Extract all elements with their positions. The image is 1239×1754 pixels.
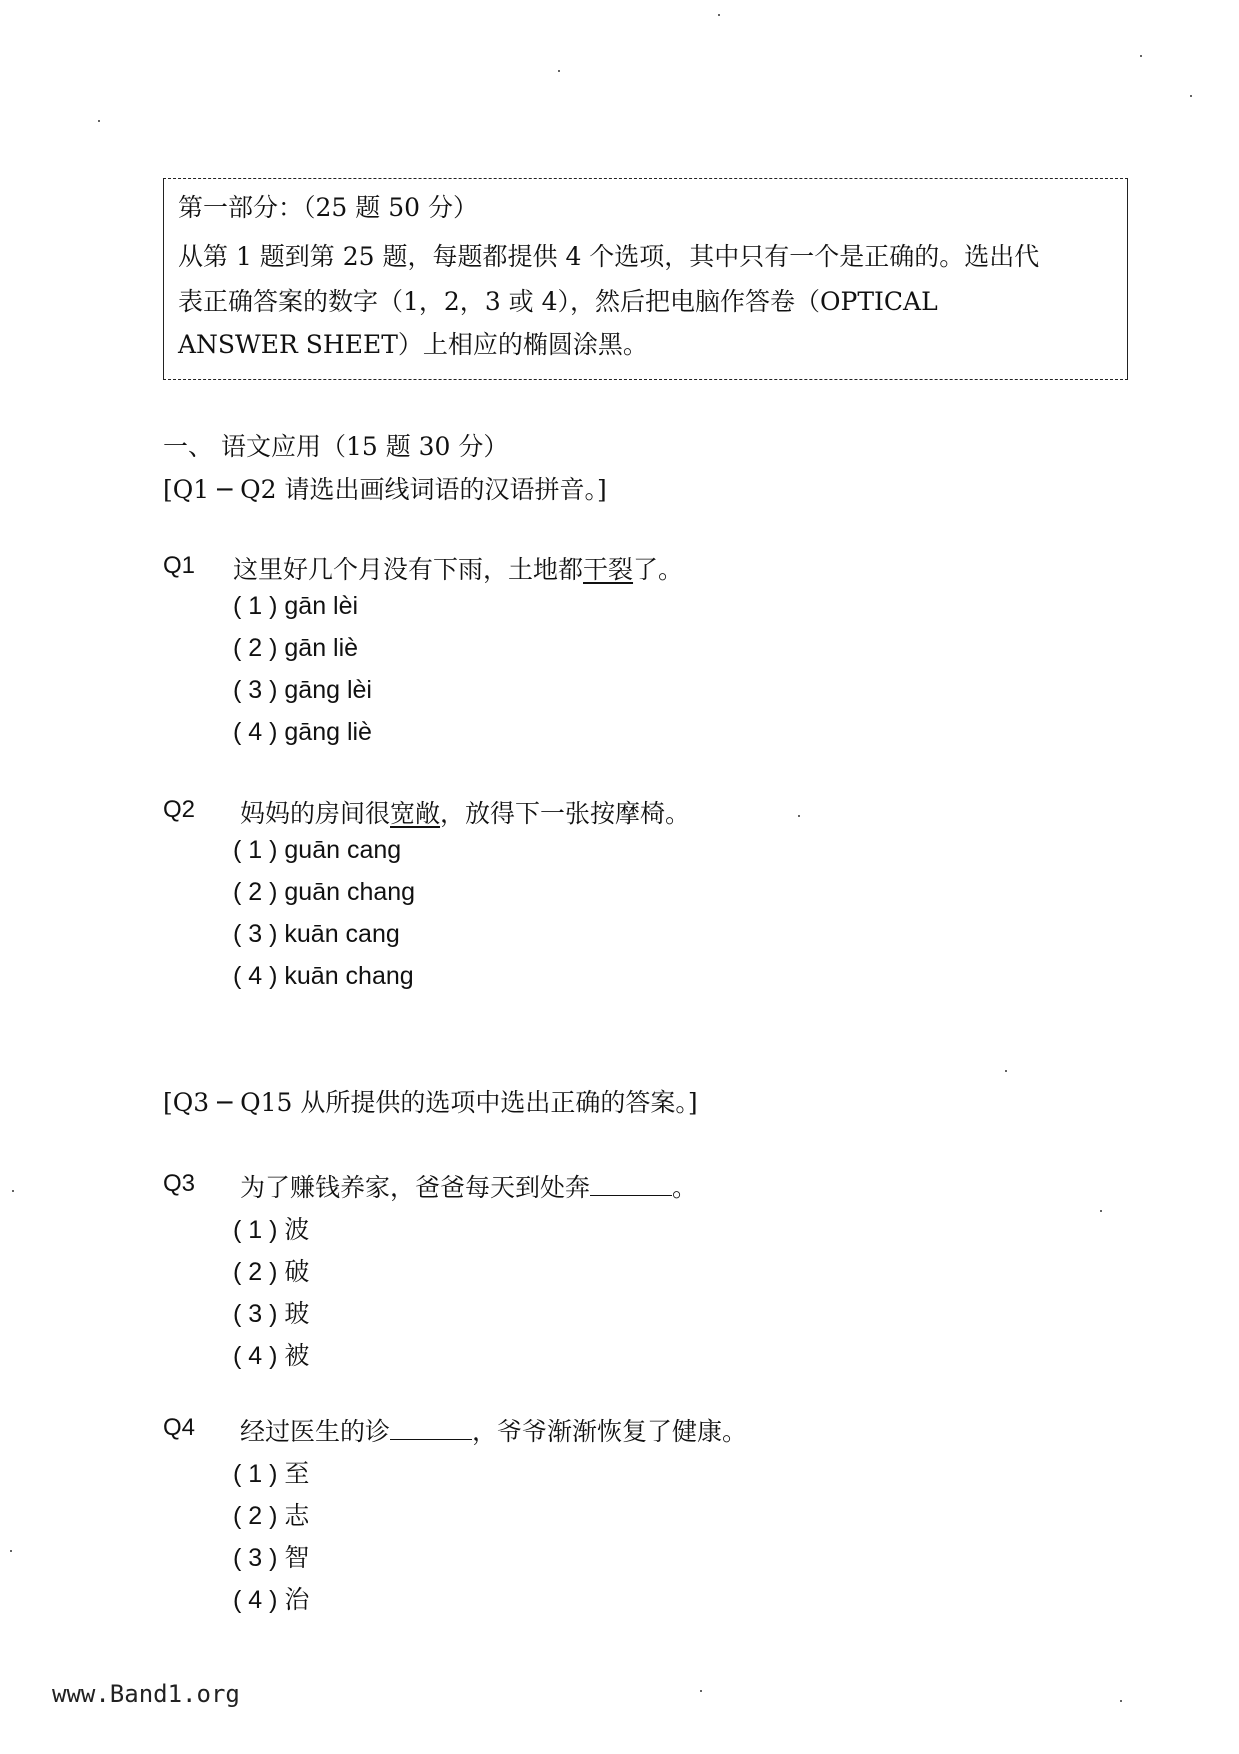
option: ( 4 ) kuān chang [233,962,414,990]
option: ( 3 ) gāng lèi [233,676,372,704]
question-text-part: 为了赚钱养家，爸爸每天到处奔 [240,1173,591,1202]
section-heading: 一、 语文应用（15 题 30 分） [163,432,509,461]
question-number: Q2 [163,796,196,823]
scan-speck [1100,1210,1102,1212]
option: ( 2 ) guān chang [233,878,416,906]
option: ( 2 ) 志 [233,1502,310,1530]
option: ( 1 ) guān cang [233,836,402,864]
option: ( 4 ) gāng liè [233,718,372,746]
underlined-word: 宽敞 [390,799,441,828]
question-number: Q3 [163,1170,196,1197]
question-text-part: 经过医生的诊 [240,1417,391,1446]
option: ( 4 ) 被 [233,1342,310,1370]
scan-speck [10,1550,12,1552]
question-text [240,794,690,830]
option: ( 4 ) 治 [233,1586,310,1614]
question-number: Q1 [163,552,196,579]
question-text-part: 。 [672,1173,698,1202]
question-text-part: ，放得下一张按摩椅。 [440,799,691,828]
instruction-note-q3-q15: [Q3 ─ Q15 从所提供的选项中选出正确的答案。] [163,1088,698,1117]
scan-speck [718,14,720,16]
scan-speck [12,1190,14,1192]
option: ( 1 ) 至 [233,1460,310,1488]
option: ( 1 ) 波 [233,1216,310,1244]
scan-speck [1120,1700,1122,1702]
scan-speck [558,70,560,72]
scan-speck [798,815,800,817]
question-text-part: ，爷爷渐渐恢复了健康。 [472,1417,748,1446]
option: ( 3 ) 智 [233,1544,310,1572]
scan-speck [98,120,100,122]
answer-blank [390,1415,472,1440]
instruction-line-3: ANSWER SHEET）上相应的椭圆涂黑。 [178,330,648,359]
underlined-word: 干裂 [583,555,634,584]
option: ( 2 ) 破 [233,1258,310,1286]
option: ( 3 ) kuān cang [233,920,400,948]
scan-speck [1005,1070,1007,1072]
instruction-line-2: 表正确答案的数字（1，2，3 或 4），然后把电脑作答卷（OPTICAL [178,287,938,316]
question-text-part: 这里好几个月没有下雨，土地都 [233,555,584,584]
scan-speck [700,1690,702,1692]
instruction-note-q1-q2: [Q1 ─ Q2 请选出画线词语的汉语拼音。] [163,475,607,504]
scan-speck [1190,95,1192,97]
question-text-part: 了。 [633,555,684,584]
footer-url: www.Band1.org [52,1680,240,1708]
answer-blank [590,1171,672,1196]
option: ( 1 ) gān lèi [233,592,359,620]
question-number: Q4 [163,1414,196,1441]
question-text [240,1168,697,1204]
option: ( 2 ) gān liè [233,634,359,662]
instruction-line-1: 从第 1 题到第 25 题，每题都提供 4 个选项，其中只有一个是正确的。选出代 [178,242,1040,271]
question-text [240,1412,747,1448]
scan-speck [1140,55,1142,57]
option: ( 3 ) 玻 [233,1300,310,1328]
question-text [233,550,683,586]
question-text-part: 妈妈的房间很 [240,799,391,828]
part-title: 第一部分：（25 题 50 分） [178,193,478,222]
